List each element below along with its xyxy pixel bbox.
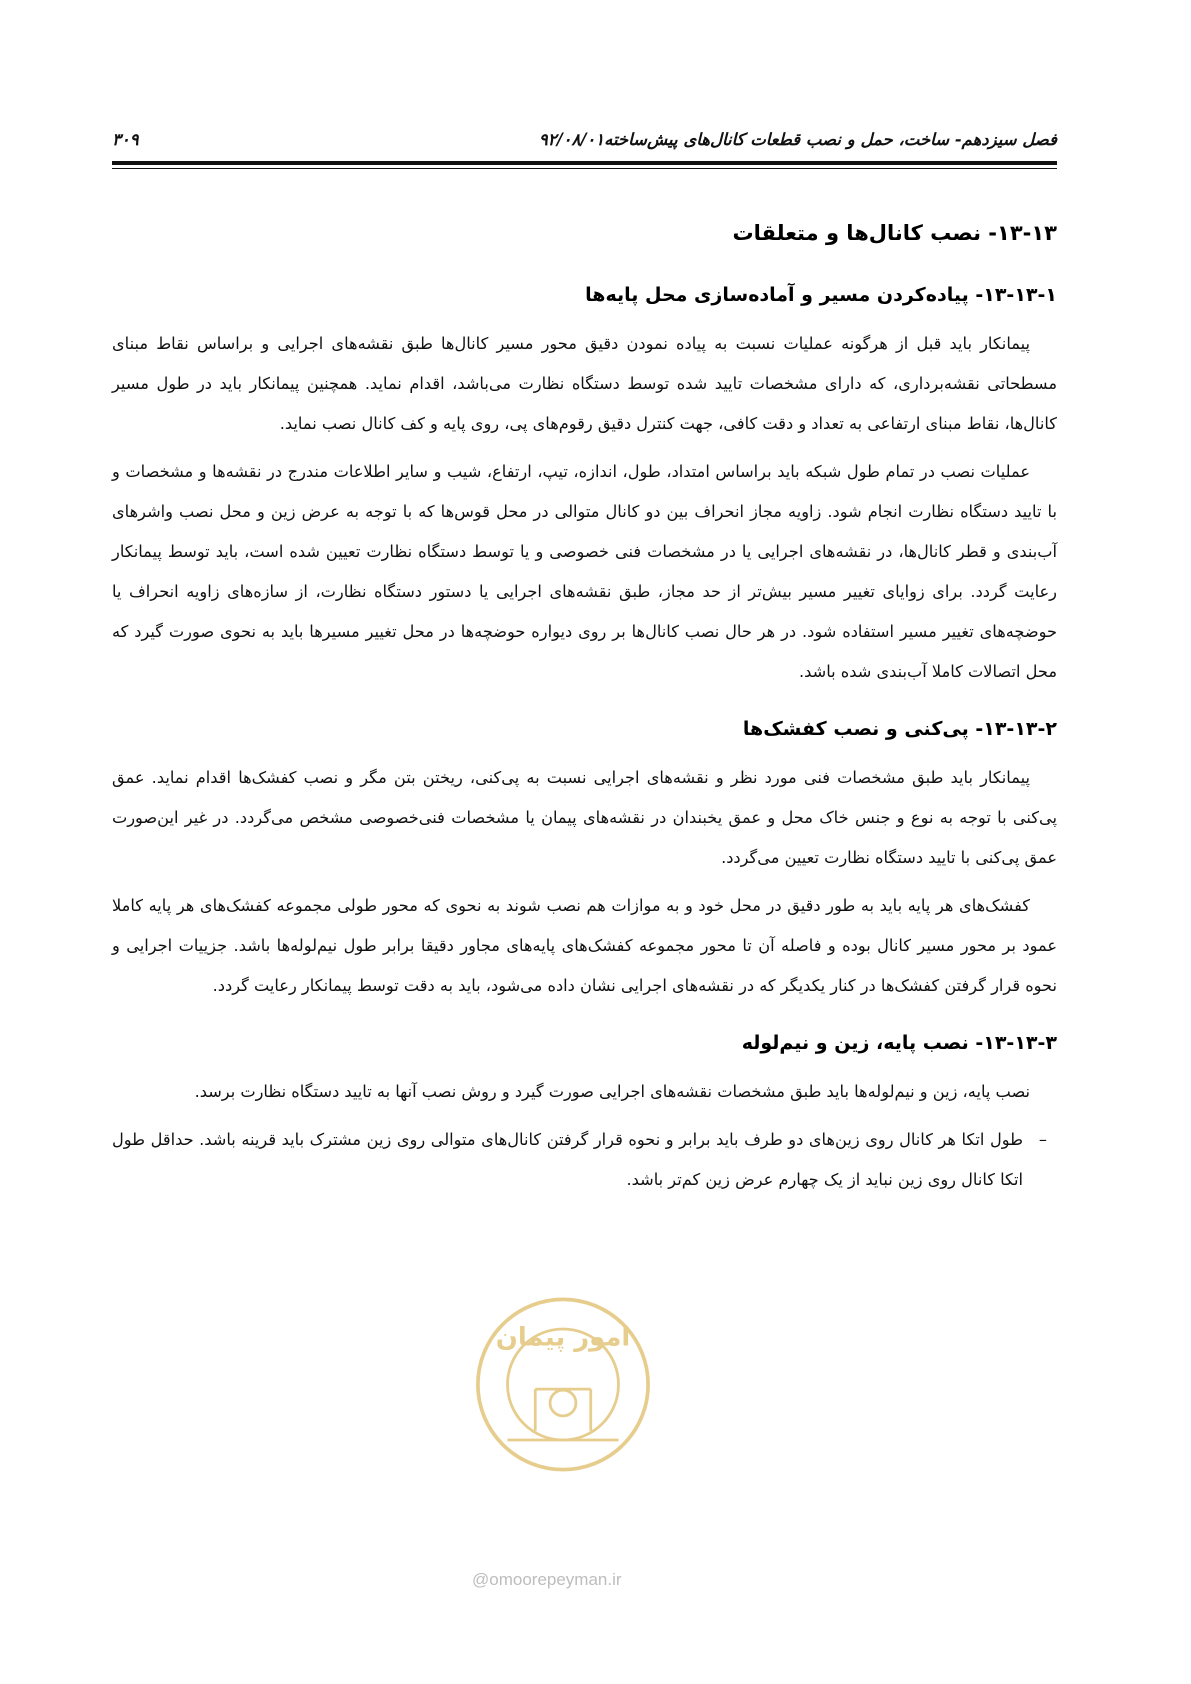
body-paragraph: نصب پایه، زین و نیم‌لوله‌ها باید طبق مشخصات نقشه‌های اجرایی صورت گیرد و روش نصب آنها به تایید دستگاه نظارت برسد. [194,1082,1030,1101]
header-rule-thin [112,168,1057,169]
header-rule-thick [112,161,1057,165]
list-item [112,1120,1057,1200]
subsection-heading: ۱۳-۱۳-۳- نصب پایه، زین و نیم‌لوله [741,1032,1057,1054]
bullet-list [112,1120,1057,1200]
section-heading: ۱۳-۱۳- نصب کانال‌ها و متعلقات [732,221,1057,245]
body-paragraph: پیمانکار باید قبل از هرگونه عملیات نسبت به پیاده نمودن دقیق محور مسیر کانال‌ها طبق نقشه‌های اجرایی و براساس نقاط مبنای مسطحاتی نقشه‌برداری، که دارای مشخصات تایید شده توسط دستگاه نظارت می‌باشد، اقدام نماید. همچنین پیمانکار باید در طول مسیر کانال‌ها، نقاط مبنای ارتفاعی به تعداد و دقت کافی، جهت کنترل دقیق رقوم‌های پی، روی پایه و کف کانال نصب نماید. [112,334,1057,433]
chapter-title: فصل سیزدهم- ساخت، حمل و نصب قطعات کانال‌های پیش‌ساخته۹۲/۰۸/۰۱ [538,130,1057,149]
watermark-url: @omoorepeyman.ir [472,1570,622,1589]
list-item-text: طول اتکا هر کانال روی زین‌های دو طرف باید برابر و نحوه قرار گرفتن کانال‌های متوالی روی زین مشترک باید قرینه باشد. حداقل طول اتکا کانال روی زین نباید از یک چهارم عرض زین کم‌تر باشد. [112,1130,1023,1189]
page-number: ۳۰۹ [112,130,139,149]
watermark-seal-icon [468,1292,658,1477]
body-paragraph: عملیات نصب در تمام طول شبکه باید براساس امتداد، طول، اندازه، تیپ، ارتفاع، شیب و سایر اطلاعات مندرج در نقشه‌ها و مشخصات و با تایید دستگاه نظارت انجام شود. زاویه مجاز انحراف بین دو کانال متوالی در محل قوس‌ها که با توجه به عرض زین و محل نصب واشرهای آب‌بندی و قطر کانال‌ها، در نقشه‌های اجرایی یا در مشخصات فنی خصوصی و یا توسط دستگاه نظارت تعیین شده است، باید توسط پیمانکار رعایت گردد. برای زوایای تغییر مسیر بیش‌تر از حد مجاز، طبق نقشه‌های اجرایی یا دستور دستگاه نظارت، از سازه‌های زاویه انحراف یا حوضچه‌های تغییر مسیر استفاده شود. در هر حال نصب کانال‌ها بر روی دیواره حوضچه‌ها در محل تغییر مسیرها باید به نحوی صورت گیرد که محل اتصالات کاملا آب‌بندی شده باشد. [112,462,1057,681]
page-body [112,218,1057,1200]
watermark-logo-text: امور پیمان [495,1322,631,1353]
subsection-heading: ۱۳-۱۳-۲- پی‌کنی و نصب کفشک‌ها [742,718,1057,740]
body-paragraph: کفشک‌های هر پایه باید به طور دقیق در محل خود و به موازات هم نصب شوند به نحوی که محور طولی مجموعه کفشک‌های هر پایه کاملا عمود بر محور مسیر کانال بوده و فاصله آن تا محور مجموعه کفشک‌های پایه‌های مجاور دقیقا برابر طول نیم‌لوله‌ها باشد. جزییات اجرایی و نحوه قرار گرفتن کفشک‌ها در کنار یکدیگر که در نقشه‌های اجرایی نشان داده می‌شود، باید به دقت توسط پیمانکار رعایت گردد. [112,896,1057,995]
body-paragraph: پیمانکار باید طبق مشخصات فنی مورد نظر و نقشه‌های اجرایی نسبت به پی‌کنی، ریختن بتن مگر و نصب کفشک‌ها اقدام نماید. عمق پی‌کنی با توجه به نوع و جنس خاک محل و عمق یخبندان در نقشه‌های پیمان یا مشخصات فنی‌خصوصی مشخص می‌گردد. در غیر این‌صورت عمق پی‌کنی با تایید دستگاه نظارت تعیین می‌گردد. [112,768,1057,867]
dash-bullet: – [1038,1130,1047,1149]
running-header [112,130,1057,154]
subsection-heading: ۱۳-۱۳-۱- پیاده‌کردن مسیر و آماده‌سازی محل پایه‌ها [585,284,1057,306]
